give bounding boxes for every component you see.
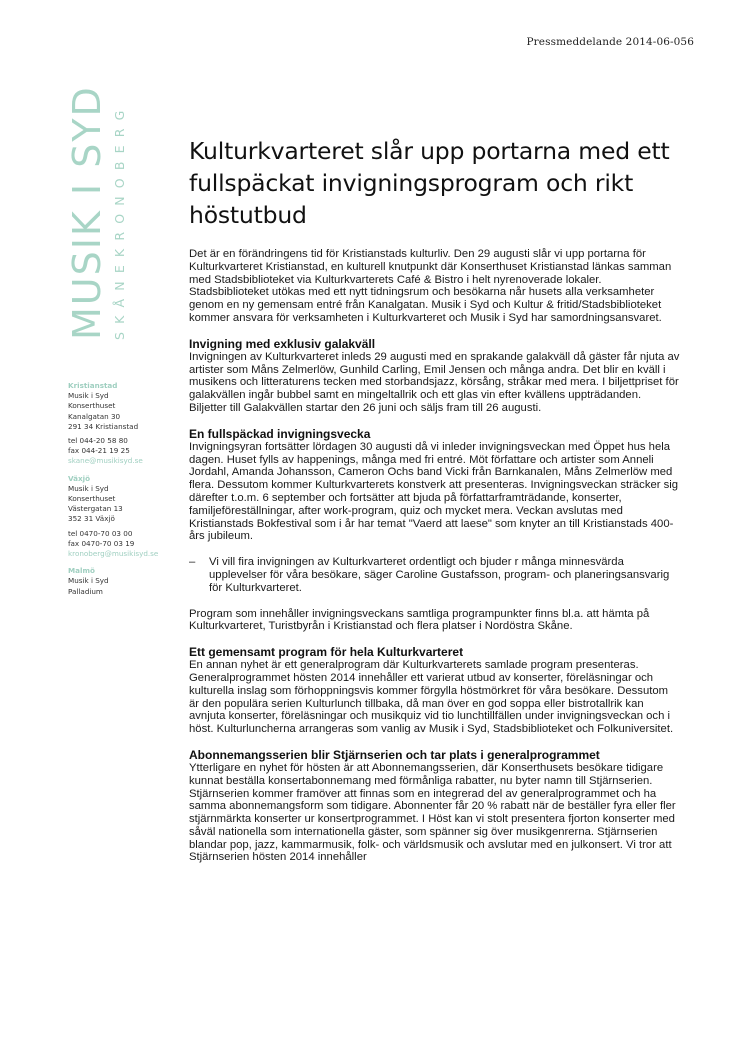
intro-paragraph: Det är en förändringens tid för Kristianstads kulturliv. Den 29 augusti slår vi upp portarna för Kulturkvarteret Kristianstad, en kulturell knutpunkt där Konserthuset Kristianstad länkas samman med Stadsbiblioteket via Kulturkvarterets Café & Bistro i helt nyrenoverade lokaler. Stadsbiblioteket utökas med ett nytt tidningsrum och besökarna når husets alla verksamheter genom en ny gemensam entré från Kanalgatan. Musik i Syd och Kultur & fritid/Stadsbiblioteket kommer ansvara för verksamheten i Kulturkvarteret och Musik i Syd har samordningsansvaret.: [189, 248, 672, 324]
office-fax: fax 044-21 19 25: [68, 446, 130, 456]
office-vaxjo: [68, 474, 168, 560]
section-heading: Abonnemangsserien blir Stjärnserien och tar plats i generalprogrammet: [189, 747, 600, 762]
office-city: Växjö: [68, 473, 91, 483]
quote-text: Vi vill fira invigningen av Kulturkvarteret ordentligt och bjuder r många minnesvärda upplevelser för våra besökare, säger Caroline Gustafsson, program- och planeringsansvarig för Kulturkvarteret.: [209, 556, 670, 594]
office-kristianstad: [68, 381, 168, 467]
quote-block: [189, 556, 681, 594]
article-title: Kulturkvarteret slår upp portarna med ett fullspäckat invigningsprogram och rikt höstutbud: [189, 137, 670, 229]
office-line: Palladium: [68, 586, 103, 596]
musik-i-syd-logo: [62, 40, 132, 350]
office-line: Kanalgatan 30: [68, 411, 121, 421]
office-malmo: [68, 566, 168, 597]
office-city: Kristianstad: [68, 381, 118, 390]
section-paragraph: Ytterligare en nyhet för hösten är att Abonnemangsserien, där Konserthusets besökare tidigare kunnat beställa konsertabonnemang med förmånliga rabatter, nu byter namn till Stjärnserien. Stjärnserien kommer framöver att finnas som en integrerad del av generalprogrammet och ha samma abonnemangsform som tidigare. Abonnenter får 20 % rabatt när de beställer fyra eller fler stjärnmärkta konserter ur konsertprogrammet. I Höst kan vi stolt presentera fjorton konserter med såväl nationella som internationella gäster, som spänner sig över musikgenrerna. Stjärnserien blandar pop, jazz, kammarmusik, folk- och världsmusik och avslutar med en julkonsert. Vi tror att Stjärnserien hösten 2014 innehåller: [189, 761, 676, 864]
office-line: Musik i Syd: [68, 576, 109, 586]
logo-sub-text: SKÅNEKRONOBERG: [112, 102, 127, 340]
office-email[interactable]: kronoberg@musikisyd.se: [68, 549, 159, 559]
section-paragraph: Invigningen av Kulturkvarteret inleds 29 augusti med en sprakande galakväll då gäster får njuta av artister som Måns Zelmerlöw, Gunhild Carling, Emil Jensen och många andra. Det blir en kväll i musikens och litteraturens tecken med storbandsjazz, körsång, stråkar med mera. I biljettpriset för galakvällen ingår bubbel samt en mingeltallrik och ett glas vin efter kvällens uppträdanden. Biljetter till Galakvällen startar den 26 juni och säljs fram till 26 augusti.: [189, 350, 680, 414]
logo-main-text: MUSIK I SYD: [65, 85, 109, 340]
section-paragraph: En annan nyhet är ett generalprogram där Kulturkvarterets samlade program presenteras. Generalprogrammet hösten 2014 innehåller ett varierat utbud av konserter, föreläsningar och kulturella inslag som förhoppningsvis kommer förgylla höstmörkret för våra besökare. Dessutom är den populära serien Kulturlunch tillbaka, då man över en god soppa eller bistrotallrik kan avnjuta konserter, föreläsningar och musikquiz vid tio lunchtillfällen under invigningsveckan och i höst. Kulturluncherna arrangeras som vanlig av Musik i Syd, Stadsbiblioteket och Folkuniversitet.: [189, 659, 674, 736]
office-line: Musik i Syd: [68, 391, 109, 401]
section-paragraph: Invigningsyran fortsätter lördagen 30 augusti då vi inleder invigningsveckan med Öppet hus hela dagen. Huset fylls av happenings, många med fri entré. Möt författare och artister som Anneli Jordahl, Amanda Johansson, Cameron Ochs band Vicki från Barnkanalen, Måns Zelmerlöw med flera. Dessutom kommer Kulturkvarterets konstverk att presenteras. Invigningsveckan sträcker sig därefter t.o.m. 6 september och fortsätter att bjuda på författarframträdande, konserter, familjeföreställningar, after work-program, quiz och mycket mera. Veckan avslutas med Kristianstads Bokfestival som i år har temat "Vaerd att laese" som knyter an till Kristianstads 400-års jubileum.: [189, 440, 679, 543]
section-heading: Ett gemensamt program för hela Kulturkvarteret: [189, 645, 464, 660]
office-tel: tel 044-20 58 80: [68, 436, 128, 446]
article-body: [189, 135, 681, 877]
press-release-number: Pressmeddelande 2014-06-056: [526, 36, 694, 48]
program-note: Program som innehåller invigningsveckans samtliga programpunkter finns bl.a. att hämta på Kulturkvarteret, Turistbyrån i Kristianstad och flera platser i Nordöstra Skåne.: [189, 607, 650, 633]
office-tel: tel 0470-70 03 00: [68, 528, 133, 538]
office-fax: fax 0470-70 03 19: [68, 538, 135, 548]
section-heading: En fullspäckad invigningsvecka: [189, 426, 371, 441]
office-line: Västergatan 13: [68, 504, 123, 514]
office-line: Konserthuset: [68, 401, 116, 411]
section-heading: Invigning med exklusiv galakväll: [189, 336, 376, 351]
office-city: Malmö: [68, 566, 95, 576]
office-email[interactable]: skane@musikisyd.se: [68, 456, 143, 466]
quote-dash: –: [189, 556, 196, 569]
office-line: 352 31 Växjö: [68, 514, 115, 524]
office-line: Musik i Syd: [68, 483, 109, 493]
contact-sidebar: [68, 381, 168, 604]
office-line: Konserthuset: [68, 494, 116, 504]
office-line: 291 34 Kristianstad: [68, 421, 139, 431]
